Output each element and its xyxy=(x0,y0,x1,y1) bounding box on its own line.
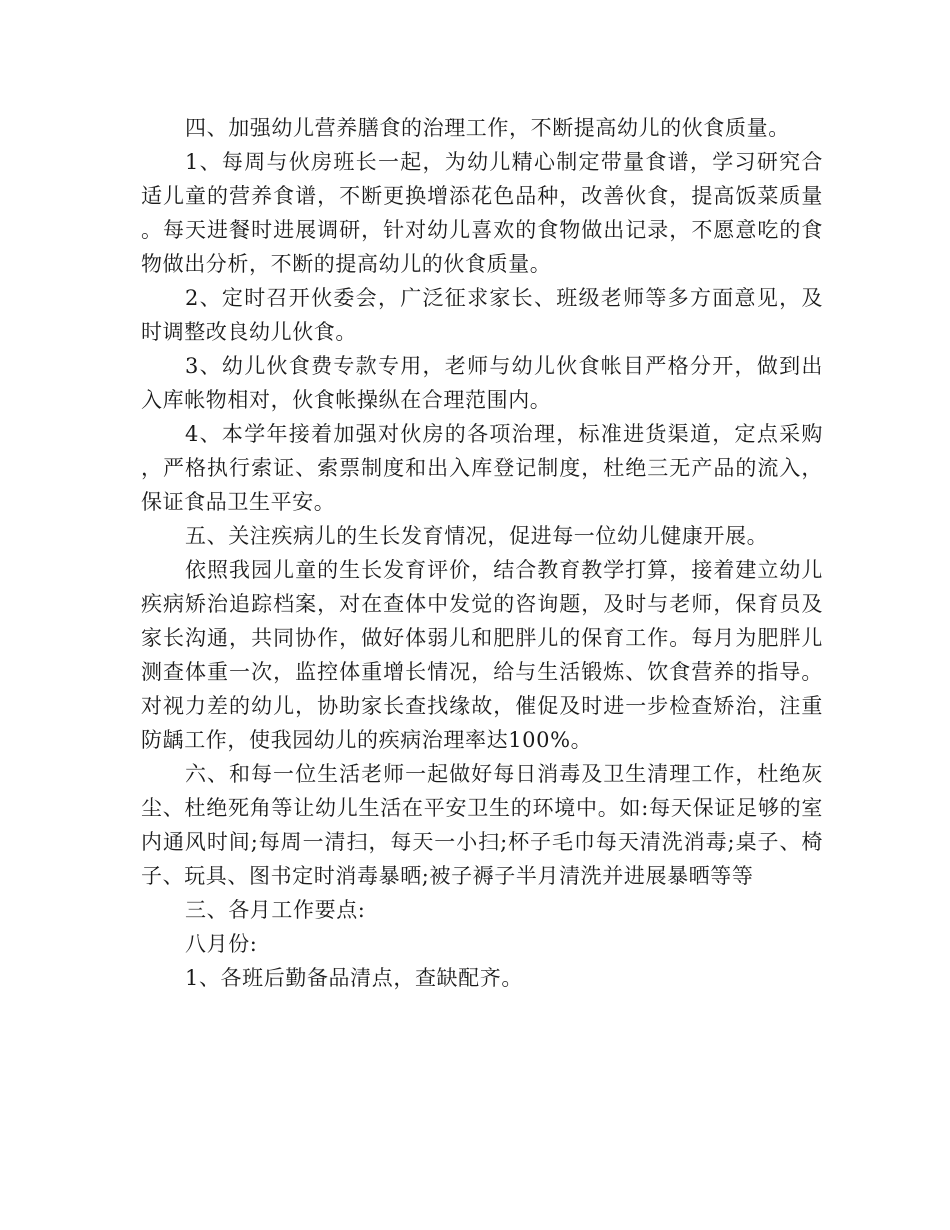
section-heading-growth: 五、关注疾病儿的生长发育情况，促进每一位幼儿健康开展。 xyxy=(185,524,769,548)
paragraph-kitchen-management: 4、本学年接着加强对伙房的各项治理，标准进货渠道，定点采购，严格执行索证、索票制度和出入库登记制度，杜绝三无产品的流入，保证食品卫生平安。 xyxy=(141,422,823,514)
section-heading-monthly: 三、各月工作要点: xyxy=(185,898,366,922)
paragraph-meal-fees: 3、幼儿伙食费专款专用，老师与幼儿伙食帐目严格分开，做到出入库帐物相对，伙食帐操纵在合理范围内。 xyxy=(141,354,823,412)
paragraph-august-item-1: 1、各班后勤备品清点，查缺配齐。 xyxy=(185,966,523,990)
paragraph-disinfection: 六、和每一位生活老师一起做好每日消毒及卫生清理工作，杜绝灰尘、杜绝死角等让幼儿生活在平安卫生的环境中。如:每天保证足够的室内通风时间;每周一清扫，每天一小扫;杯子毛巾每天清洗消毒;桌子、椅子、玩具、图书定时消毒暴晒;被子褥子半月清洗并进展暴晒等等 xyxy=(141,762,823,888)
paragraph-weekly-menu: 1、每周与伙房班长一起，为幼儿精心制定带量食谱，学习研究合适儿童的营养食谱，不断更换增添花色品种，改善伙食，提高饭菜质量。每天进餐时进展调研，针对幼儿喜欢的食物做出记录，不愿意吃的食物做出分析，不断的提高幼儿的伙食质量。 xyxy=(141,150,823,276)
paragraph-growth-evaluation: 依照我园儿童的生长发育评价，结合教育教学打算，接着建立幼儿疾病矫治追踪档案，对在查体中发觉的咨询题，及时与老师，保育员及家长沟通，共同协作，做好体弱儿和肥胖儿的保育工作。每月为肥胖儿测查体重一次，监控体重增长情况，给与生活锻炼、饮食营养的指导。对视力差的幼儿，协助家长查找缘故，催促及时进一步检查矫治，注重防龋工作，使我园幼儿的疾病治理率达100%。 xyxy=(141,558,823,752)
paragraph-meal-committee: 2、定时召开伙委会，广泛征求家长、班级老师等多方面意见，及时调整改良幼儿伙食。 xyxy=(141,286,823,344)
document-body xyxy=(141,111,823,995)
section-heading-nutrition: 四、加强幼儿营养膳食的治理工作，不断提高幼儿的伙食质量。 xyxy=(185,116,790,140)
month-heading-august: 八月份: xyxy=(185,932,258,956)
